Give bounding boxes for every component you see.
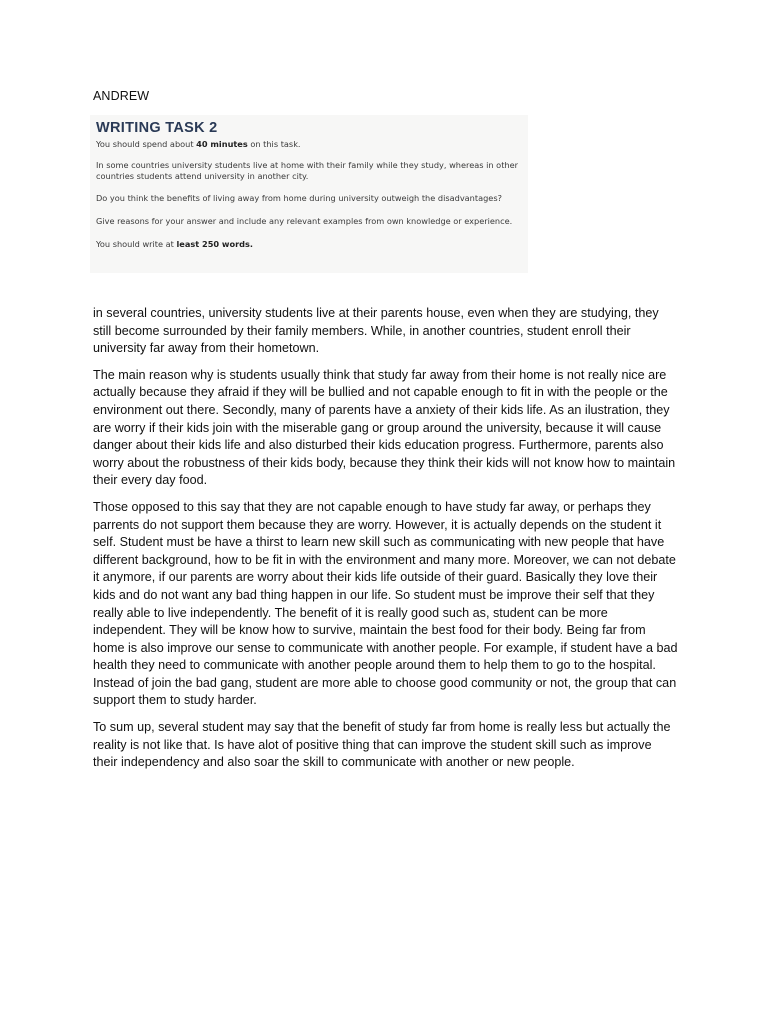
task-question: Do you think the benefits of living away from home during university outweigh the disadvantages?	[96, 193, 502, 203]
task-prompt-line-2: countries students attend university in another city.	[96, 171, 309, 181]
task-word-count-pre: You should write at	[96, 239, 177, 249]
essay-paragraph-advantages: Those opposed to this say that they are not capable enough to have study far away, or perhaps they parrents do not support them because they are worry. However, it is actually depends on the student it self. Student must be have a thirst to learn new skill such as communicating with new people that have different background, how to be fit in with the environment and many more. Moreover, we can not debate it anymore, if our parents are worry about their kids life outside of their guard. Basically they love their kids and do not want any bad thing happen in our life. So student must be improve their self that they really able to live independently. The benefit of it is really good such as, student can be more independent. They will be know how to survive, maintain the best food for their body. Being far from home is also improve our sense to communicate with another people. For example, if student have a bad health they need to communicate with another people around them to help them to go to the hospital. Instead of join the bad gang, student are more able to choose good community or not, the group that can support them to study harder.	[93, 499, 678, 708]
task-time-post: on this task.	[247, 139, 301, 149]
task-reasons: Give reasons for your answer and include any relevant examples from own knowledge or experience.	[96, 216, 513, 226]
writing-task-image	[90, 115, 528, 273]
essay-paragraph-introduction: in several countries, university students live at their parents house, even when they are studying, they still become surrounded by their family members. While, in another countries, student enroll their university far away from their hometown.	[93, 306, 659, 356]
task-title: WRITING TASK 2	[96, 120, 218, 136]
task-time-bold: 40 minutes	[196, 139, 248, 149]
essay-paragraph-conclusion: To sum up, several student may say that the benefit of study far from home is really less but actually the reality is not like that. Is have alot of positive thing that can improve the student skill such as improve their independency and also soar the skill to communicate with another or new people.	[93, 720, 671, 770]
task-time-pre: You should spend about	[96, 139, 197, 149]
author-name: ANDREW	[93, 89, 150, 103]
essay-body	[93, 305, 678, 781]
task-word-count	[96, 239, 528, 250]
task-prompt-line-1: In some countries university students live at home with their family while they study, whereas in other	[96, 160, 518, 170]
task-word-count-bold: least 250 words.	[176, 239, 254, 249]
essay-paragraph-disadvantages: The main reason why is students usually think that study far away from their home is not really nice are actually because they afraid if they will be bullied and not capable enough to fit in with the people or the environment out there. Secondly, many of parents have a anxiety of their kids life. As an ilustration, they are worry if their kids join with the miserable gang or group around the university, because it will cause danger about their kids life and also disturbed their kids education progress. Furthermore, parents also worry about the robustness of their kids body, because they think their kids will not know how to maintain their every day food.	[93, 367, 676, 488]
task-time-instruction	[96, 139, 528, 150]
